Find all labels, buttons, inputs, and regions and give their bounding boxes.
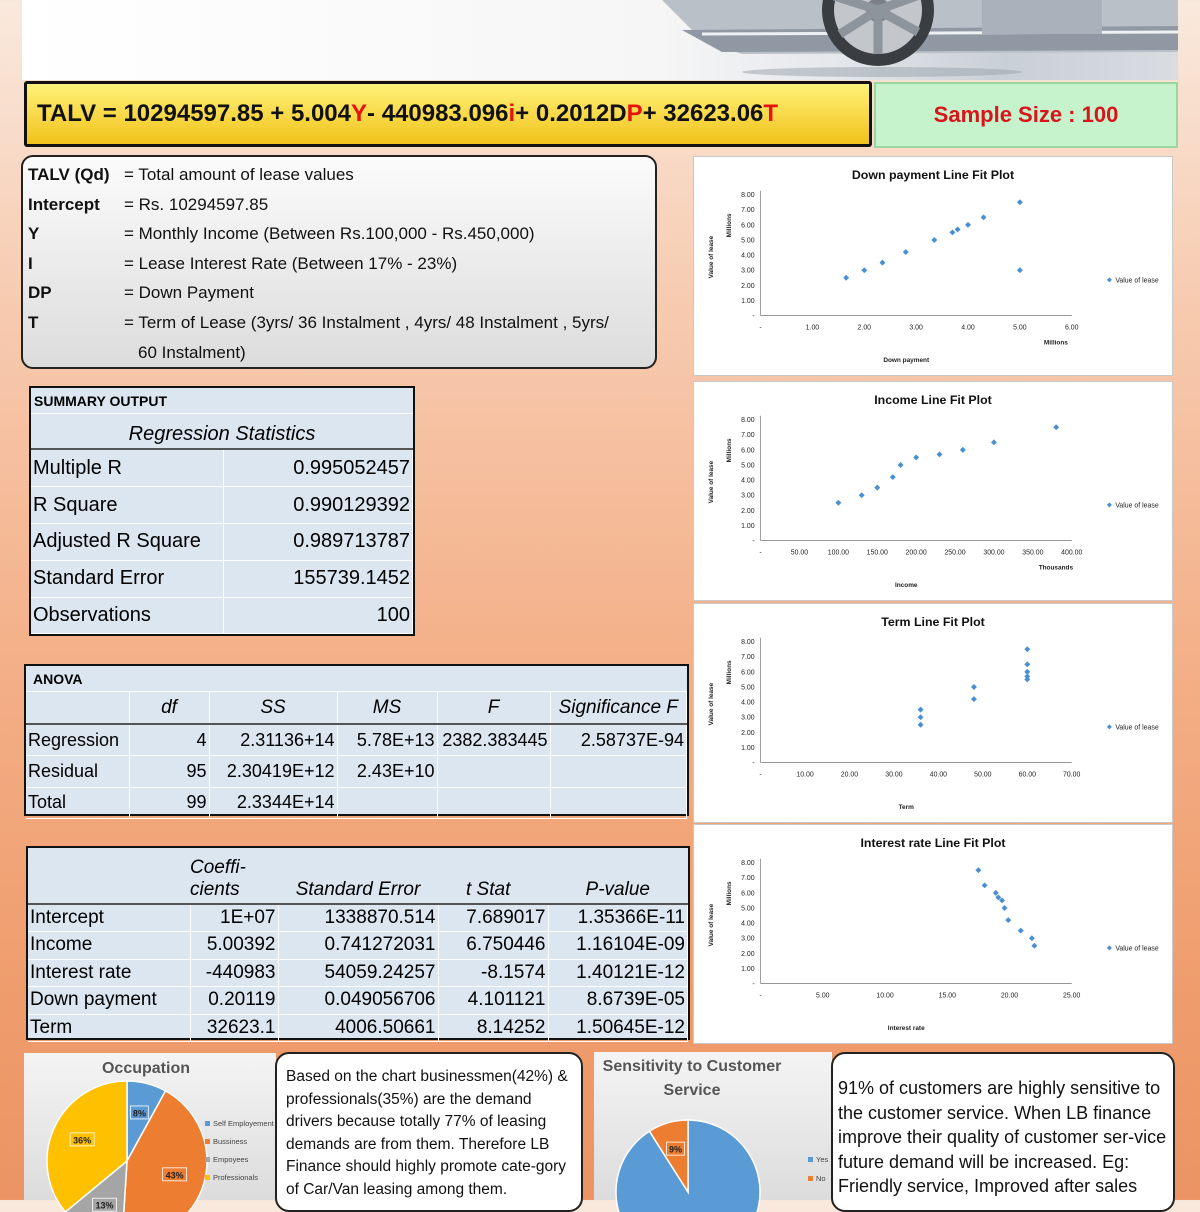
y-tick-label: 3.00 <box>741 492 755 500</box>
chart-title: Income Line Fit Plot <box>874 392 992 407</box>
data-point <box>955 226 961 232</box>
data-point <box>1024 661 1030 667</box>
table-cell: Interest rate <box>28 959 190 987</box>
chart-svg <box>24 1053 276 1211</box>
chart-svg <box>694 604 1172 822</box>
x-tick-label: 25.00 <box>1063 992 1081 1000</box>
coefficients-header-line1: Coeffi- <box>190 857 246 878</box>
data-point <box>890 474 896 480</box>
data-point <box>1029 935 1035 941</box>
x-tick-label: 20.00 <box>840 771 859 779</box>
column-header: Significance F <box>550 692 687 724</box>
data-point <box>918 714 924 720</box>
x-tick-label: 250.00 <box>944 549 966 557</box>
legend-label: Yes <box>816 1155 829 1164</box>
legend-swatch <box>808 1176 813 1181</box>
legend-label: Value of lease <box>1115 277 1159 285</box>
table-cell: 95 <box>129 756 209 788</box>
y-tick-label: - <box>752 538 755 546</box>
y-tick-label: 3.00 <box>741 714 755 722</box>
chart-svg <box>694 825 1172 1043</box>
regression-equation <box>24 81 872 147</box>
y-tick-label: 4.00 <box>741 252 755 260</box>
definition-row <box>28 249 655 279</box>
definition-key: Intercept <box>28 194 100 214</box>
pie-label: 36% <box>73 1135 92 1146</box>
x-tick-label: - <box>759 324 762 332</box>
chart-title: Down payment Line Fit Plot <box>851 167 1015 182</box>
column-header: df <box>129 692 209 724</box>
y-tick-label: 7.00 <box>741 875 755 883</box>
x-tick-label: 6.00 <box>1064 324 1079 332</box>
table-cell <box>337 787 437 819</box>
table-cell: Residual <box>26 756 129 788</box>
y-tick-label: 6.00 <box>741 222 755 230</box>
legend-label: Value of lease <box>1115 502 1159 510</box>
interest-rate-scatter-plot <box>693 824 1173 1044</box>
table-cell: 2.43E+10 <box>337 756 437 788</box>
x-tick-label: - <box>759 992 762 1000</box>
data-point <box>918 707 924 713</box>
legend-label: Bussiness <box>213 1137 248 1146</box>
legend-label: Value of lease <box>1115 945 1159 953</box>
x-tick-label: 50.00 <box>974 771 992 779</box>
data-point <box>971 696 977 702</box>
x-axis-title: Interest rate <box>887 1025 925 1033</box>
table-cell: 2.31136+14 <box>209 724 337 756</box>
table-cell: 6.750446 <box>438 932 548 960</box>
table-cell: 8.14252 <box>438 1014 548 1042</box>
x-tick-label: 60.00 <box>1018 771 1036 779</box>
y-tick-label: 7.00 <box>741 207 755 215</box>
table-cell: 2382.383445 <box>437 724 550 756</box>
data-point <box>874 485 880 491</box>
column-header: SS <box>209 692 337 724</box>
data-point <box>975 867 981 873</box>
legend-swatch <box>205 1139 210 1144</box>
y-tick-label: 6.00 <box>741 447 755 455</box>
table-header-row <box>28 848 688 904</box>
legend-swatch <box>205 1175 210 1180</box>
table-cell: Income <box>28 932 190 960</box>
column-header: Standard Error <box>278 848 438 904</box>
summary-title: SUMMARY OUTPUT <box>31 388 413 414</box>
pie-label: 9% <box>669 1144 683 1155</box>
occupation-pie-chart <box>24 1053 276 1211</box>
y-tick-label: 8.00 <box>741 860 755 868</box>
x-tick-label: 20.00 <box>1000 992 1019 1000</box>
y-unit-label: Millions <box>725 660 733 685</box>
table-cell: 32623.1 <box>190 1014 278 1042</box>
x-tick-label: 200.00 <box>905 549 927 557</box>
sensitivity-pie-chart <box>594 1052 832 1200</box>
sample-size-box <box>874 82 1178 148</box>
chart-svg <box>694 157 1172 375</box>
equation-var-p: P <box>626 100 643 127</box>
data-point <box>937 451 943 457</box>
data-point <box>913 454 919 460</box>
equation-var-y: Y <box>351 100 368 127</box>
stat-label: Adjusted R Square <box>31 524 223 561</box>
y-tick-label: 7.00 <box>741 654 755 662</box>
table-cell: 4 <box>129 724 209 756</box>
stat-value: 0.989713787 <box>223 524 413 561</box>
data-point <box>1031 943 1037 949</box>
y-tick-label: 4.00 <box>741 920 755 928</box>
y-tick-label: 1.00 <box>741 744 755 752</box>
stat-label: Multiple R <box>31 450 223 487</box>
y-tick-label: - <box>752 313 755 321</box>
definition-key: Y <box>28 224 40 244</box>
data-point <box>981 214 987 220</box>
definition-row <box>28 308 655 338</box>
table-row <box>28 987 688 1015</box>
chart-title: Sensitivity to Customer <box>602 1058 782 1075</box>
stat-value: 155739.1452 <box>223 560 413 597</box>
y-tick-label: 6.00 <box>741 890 755 898</box>
data-point <box>903 249 909 255</box>
definition-value: = Term of Lease (3yrs/ 36 Instalment , 4yrs/ 48 Instalment , 5yrs/ <box>124 312 609 332</box>
data-point <box>843 275 849 281</box>
chart-title: Interest rate Line Fit Plot <box>860 835 1006 850</box>
x-tick-label: 1.00 <box>805 324 820 332</box>
x-axis-title: Term <box>898 804 914 812</box>
data-point <box>1017 199 1023 205</box>
y-tick-label: 3.00 <box>741 267 755 275</box>
legend-label: Value of lease <box>1115 724 1159 732</box>
table-cell: 1.16104E-09 <box>548 932 688 960</box>
definition-key: DP <box>28 283 52 303</box>
table-cell: 2.3344E+14 <box>209 787 337 819</box>
equation-part: + 32623.06 <box>642 100 764 127</box>
data-point <box>861 267 867 273</box>
table-row <box>31 597 413 634</box>
data-point <box>1024 646 1030 652</box>
x-tick-label: 30.00 <box>885 771 903 779</box>
definition-value: = Total amount of lease values <box>124 165 354 184</box>
definition-value: = Rs. 10294597.85 <box>124 194 269 214</box>
legend-swatch <box>205 1121 210 1126</box>
equation-part: - 440983.096 <box>367 100 509 127</box>
column-header: t Stat <box>438 848 548 904</box>
column-header <box>28 848 190 904</box>
table-cell: 5.78E+13 <box>337 724 437 756</box>
down-payment-scatter-plot <box>693 156 1173 376</box>
x-tick-label: 15.00 <box>938 992 956 1000</box>
y-tick-label: 5.00 <box>741 462 755 470</box>
data-point <box>1018 928 1024 934</box>
variable-definitions <box>21 155 657 369</box>
stat-label: Standard Error <box>31 560 223 597</box>
sample-size-label: Sample Size : 100 <box>933 102 1119 127</box>
y-tick-label: - <box>752 981 755 989</box>
data-point <box>931 237 937 243</box>
x-tick-label: 400.00 <box>1061 549 1083 557</box>
data-point <box>898 462 904 468</box>
income-scatter-plot <box>693 381 1173 601</box>
x-axis-title: Income <box>894 582 918 590</box>
y-axis-title: Value of lease <box>708 235 716 279</box>
y-tick-label: 5.00 <box>741 905 755 913</box>
table-row <box>31 560 413 597</box>
x-axis-title: Down payment <box>883 357 930 365</box>
table-cell: 1E+07 <box>190 904 278 932</box>
table-cell: 7.689017 <box>438 904 548 932</box>
x-tick-label: 100.00 <box>827 549 849 557</box>
y-tick-label: 4.00 <box>741 699 755 707</box>
stat-value: 100 <box>223 597 413 634</box>
legend-label: Self Employement <box>213 1119 274 1128</box>
table-cell: Regression <box>26 724 129 756</box>
data-point <box>1005 917 1011 923</box>
table-cell: Down payment <box>28 987 190 1015</box>
legend-marker <box>1107 724 1112 729</box>
x-tick-label: 10.00 <box>876 992 894 1000</box>
table-row <box>31 450 413 487</box>
table-cell <box>437 787 550 819</box>
table-cell: 8.6739E-05 <box>548 987 688 1015</box>
y-axis-title: Value of lease <box>708 903 716 947</box>
table-cell <box>437 756 550 788</box>
column-header <box>190 848 278 904</box>
chart-title: Service <box>663 1082 721 1099</box>
definition-continuation: 60 Instalment) <box>138 342 246 362</box>
x-tick-label: 2.00 <box>857 324 872 332</box>
stat-value: 0.990129392 <box>223 487 413 524</box>
chart-title: Occupation <box>101 1060 191 1077</box>
column-header <box>26 692 129 724</box>
chart-svg <box>694 382 1172 600</box>
data-point <box>971 684 977 690</box>
definition-value: = Down Payment <box>124 283 254 303</box>
table-cell <box>550 787 687 819</box>
coefficients-table <box>26 846 690 1040</box>
table-cell: 0.20119 <box>190 987 278 1015</box>
car-banner-image <box>22 0 1178 80</box>
x-tick-label: 350.00 <box>1022 549 1044 557</box>
table-row <box>28 959 688 987</box>
definition-row <box>28 219 655 249</box>
table-cell: 0.741272031 <box>278 932 438 960</box>
term-scatter-plot <box>693 603 1173 823</box>
data-point <box>859 492 865 498</box>
stat-label: R Square <box>31 487 223 524</box>
definition-row <box>28 278 655 308</box>
legend-label: Empoyees <box>213 1155 249 1164</box>
data-point <box>991 439 997 445</box>
definition-key: I <box>28 253 33 273</box>
equation-var-t: T <box>763 100 779 127</box>
x-tick-label: 300.00 <box>983 549 1005 557</box>
y-tick-label: 2.00 <box>741 507 755 515</box>
legend-swatch <box>205 1157 210 1162</box>
equation-var-i: i <box>508 100 516 127</box>
data-point <box>949 229 955 235</box>
table-cell: 54059.24257 <box>278 959 438 987</box>
x-tick-label: - <box>759 549 762 557</box>
table-row <box>28 1014 688 1042</box>
x-tick-label: 5.00 <box>1013 324 1027 332</box>
y-tick-label: 5.00 <box>741 237 755 245</box>
y-tick-label: 6.00 <box>741 669 755 677</box>
y-tick-label: 2.00 <box>741 282 755 290</box>
legend-swatch <box>808 1157 813 1162</box>
stat-value: 0.995052457 <box>223 450 413 487</box>
definition-row <box>28 190 655 220</box>
column-header: MS <box>337 692 437 724</box>
y-axis-title: Value of lease <box>708 682 716 726</box>
table-cell <box>550 756 687 788</box>
y-unit-label: Millions <box>725 213 733 238</box>
data-point <box>960 447 966 453</box>
table-cell: 4006.50661 <box>278 1014 438 1042</box>
data-point <box>982 882 988 888</box>
table-row <box>31 524 413 561</box>
column-header: F <box>437 692 550 724</box>
x-tick-label: 150.00 <box>866 549 888 557</box>
pie-label: 8% <box>132 1108 146 1119</box>
occupation-commentary: Based on the chart businessmen(42%) & professionals(35%) are the demand drivers because totally 77% of leasing demands are from them. Therefore LB Finance should highly promote cate-gory of Car/Van leasing among them. <box>275 1052 583 1212</box>
y-axis-title: Value of lease <box>708 460 716 504</box>
legend-marker <box>1107 277 1112 282</box>
table-cell: 1338870.514 <box>278 904 438 932</box>
y-tick-label: 8.00 <box>741 417 755 425</box>
data-point <box>1024 669 1030 675</box>
anova-table <box>24 664 689 816</box>
y-tick-label: 7.00 <box>741 432 755 440</box>
y-tick-label: 1.00 <box>741 965 755 973</box>
x-tick-label: - <box>759 771 762 779</box>
table-row <box>28 904 688 932</box>
y-unit-label: Millions <box>725 881 733 906</box>
sensitivity-commentary: 91% of customers are highly sensitive to the customer service. When LB finance improve their quality of customer ser-vice future demand will be increased. Eg: Friendly service, Improved after sales <box>831 1052 1175 1212</box>
legend-label: No <box>816 1174 826 1183</box>
legend-marker <box>1107 502 1112 507</box>
table-cell: 1.40121E-12 <box>548 959 688 987</box>
x-tick-label: 10.00 <box>796 771 814 779</box>
column-header: P-value <box>548 848 688 904</box>
chart-title: Term Line Fit Plot <box>881 614 985 629</box>
data-point <box>918 722 924 728</box>
table-cell: Term <box>28 1014 190 1042</box>
legend-marker <box>1107 945 1112 950</box>
x-tick-label: 40.00 <box>929 771 948 779</box>
table-cell: 2.58737E-94 <box>550 724 687 756</box>
data-point <box>1002 905 1008 911</box>
table-cell: 1.50645E-12 <box>548 1014 688 1042</box>
y-tick-label: 4.00 <box>741 477 755 485</box>
summary-output-table <box>29 386 415 636</box>
equation-part: + 0.2012D <box>515 100 627 127</box>
y-tick-label: 8.00 <box>741 192 755 200</box>
table-cell: 1.35366E-11 <box>548 904 688 932</box>
y-tick-label: 5.00 <box>741 684 755 692</box>
pie-label: 13% <box>95 1200 114 1211</box>
table-cell: 0.049056706 <box>278 987 438 1015</box>
table-cell: -440983 <box>190 959 278 987</box>
stat-label: Observations <box>31 597 223 634</box>
y-tick-label: 2.00 <box>741 950 755 958</box>
table-row <box>28 932 688 960</box>
table-row <box>26 756 687 788</box>
y-unit-label: Millions <box>725 438 733 463</box>
pie-label: 43% <box>165 1170 184 1181</box>
table-cell: 2.30419E+12 <box>209 756 337 788</box>
x-unit-label: Millions <box>1043 339 1068 347</box>
data-point <box>835 500 841 506</box>
x-tick-label: 4.00 <box>961 324 975 332</box>
table-cell: 4.101121 <box>438 987 548 1015</box>
table-cell: 99 <box>129 787 209 819</box>
y-tick-label: 2.00 <box>741 729 755 737</box>
table-cell: Total <box>26 787 129 819</box>
data-point <box>965 222 971 228</box>
table-cell: Intercept <box>28 904 190 932</box>
y-tick-label: 1.00 <box>741 297 755 305</box>
car-illustration <box>22 0 1178 80</box>
table-row <box>26 787 687 819</box>
anova-title: ANOVA <box>26 666 687 692</box>
chart-svg <box>594 1052 832 1200</box>
y-tick-label: - <box>752 760 755 768</box>
regression-statistics-title: Regression Statistics <box>31 414 413 450</box>
x-tick-label: 70.00 <box>1063 771 1081 779</box>
definition-row <box>28 160 655 190</box>
data-point <box>1053 424 1059 430</box>
y-tick-label: 8.00 <box>741 639 755 647</box>
coefficients-header-line2: cients <box>190 879 240 900</box>
data-point <box>879 260 885 266</box>
equation-part: TALV = 10294597.85 + 5.004 <box>37 100 352 127</box>
table-cell: -8.1574 <box>438 959 548 987</box>
y-tick-label: 1.00 <box>741 522 755 530</box>
table-cell: 5.00392 <box>190 932 278 960</box>
x-unit-label: Thousands <box>1038 564 1074 572</box>
definition-value: = Monthly Income (Between Rs.100,000 - Rs.450,000) <box>124 224 535 244</box>
table-row <box>31 487 413 524</box>
table-row <box>26 724 687 756</box>
definition-key: TALV (Qd) <box>28 165 110 184</box>
x-tick-label: 50.00 <box>790 549 809 557</box>
legend-label: Professionals <box>213 1173 259 1182</box>
definition-value: = Lease Interest Rate (Between 17% - 23%) <box>124 253 458 273</box>
data-point <box>1017 267 1023 273</box>
definition-key: T <box>28 312 39 332</box>
table-header-row <box>26 692 687 724</box>
x-tick-label: 5.00 <box>816 992 830 1000</box>
y-tick-label: 3.00 <box>741 935 755 943</box>
x-tick-label: 3.00 <box>909 324 923 332</box>
